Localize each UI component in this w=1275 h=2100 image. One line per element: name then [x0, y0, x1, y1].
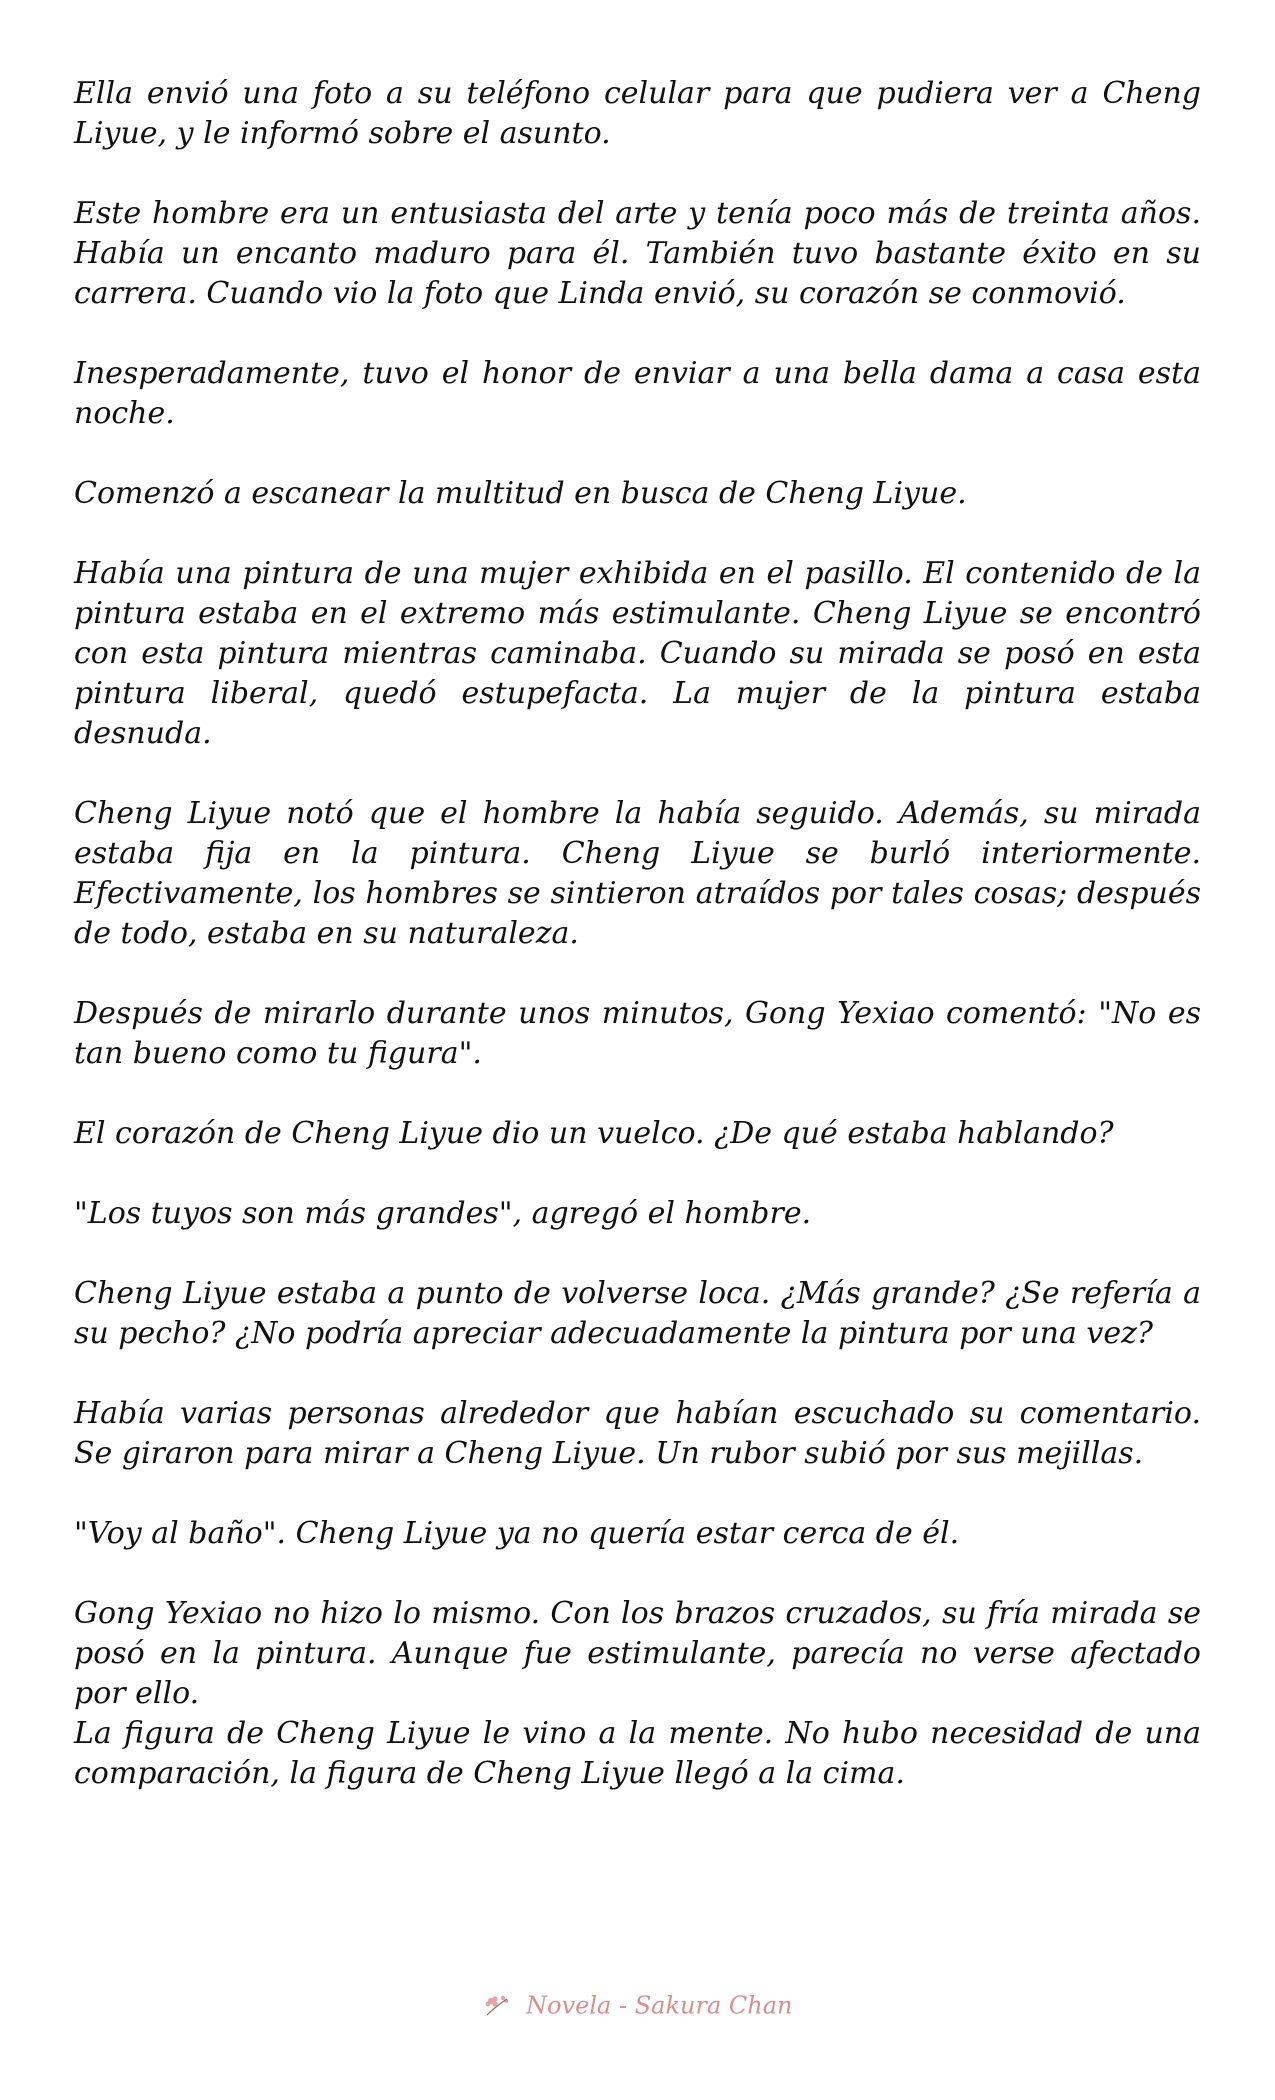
footer-label: Novela - Sakura Chan: [526, 1991, 793, 2020]
paragraph-7: Después de mirarlo durante unos minutos, Gong Yexiao comentó: "No es tan bueno como tu figura".: [74, 996, 1201, 1071]
footer-watermark: [0, 1990, 1275, 2020]
paragraph-4: Comenzó a escanear la multitud en busca de Cheng Liyue.: [74, 476, 967, 511]
paragraph-11: Había varias personas alrededor que habían escuchado su comentario. Se giraron para mirar a Cheng Liyue. Un rubor subió por sus mejillas.: [74, 1396, 1201, 1471]
paragraph-1: Ella envió una foto a su teléfono celular para que pudiera ver a Cheng Liyue, y le informó sobre el asunto.: [74, 76, 1201, 151]
paragraph-2: Este hombre era un entusiasta del arte y tenía poco más de treinta años. Había un encanto maduro para él. También tuvo bastante éxito en su carrera. Cuando vio la foto que Linda envió, su corazón se conmovió.: [74, 196, 1201, 311]
paragraph-8: El corazón de Cheng Liyue dio un vuelco. ¿De qué estaba hablando?: [74, 1116, 1114, 1151]
paragraph-10: Cheng Liyue estaba a punto de volverse loca. ¿Más grande? ¿Se refería a su pecho? ¿No podría apreciar adecuadamente la pintura por una vez?: [74, 1276, 1201, 1351]
document-body: [74, 74, 1201, 1794]
paragraph-3: Inesperadamente, tuvo el honor de enviar a una bella dama a casa esta noche.: [74, 356, 1201, 431]
paragraph-14: La figura de Cheng Liyue le vino a la mente. No hubo necesidad de una comparación, la figura de Cheng Liyue llegó a la cima.: [74, 1716, 1201, 1791]
paragraph-5: Había una pintura de una mujer exhibida en el pasillo. El contenido de la pintura estaba en el extremo más estimulante. Cheng Liyue se encontró con esta pintura mientras caminaba. Cuando su mirada se posó en esta pintura liberal, quedó estupefacta. La mujer de la pintura estaba desnuda.: [74, 556, 1201, 751]
paragraph-6: Cheng Liyue notó que el hombre la había seguido. Además, su mirada estaba fija en la pintura. Cheng Liyue se burló interiormente. Efectivamente, los hombres se sintieron atraídos por tales cosas; después de todo, estaba en su naturaleza.: [74, 796, 1201, 951]
paragraph-9: "Los tuyos son más grandes", agregó el hombre.: [74, 1196, 812, 1231]
paragraph-13: Gong Yexiao no hizo lo mismo. Con los brazos cruzados, su fría mirada se posó en la pintura. Aunque fue estimulante, parecía no verse afectado por ello.: [74, 1596, 1201, 1711]
paragraph-12: "Voy al baño". Cheng Liyue ya no quería estar cerca de él.: [74, 1516, 960, 1551]
sakura-flower-icon: [483, 1993, 513, 2019]
